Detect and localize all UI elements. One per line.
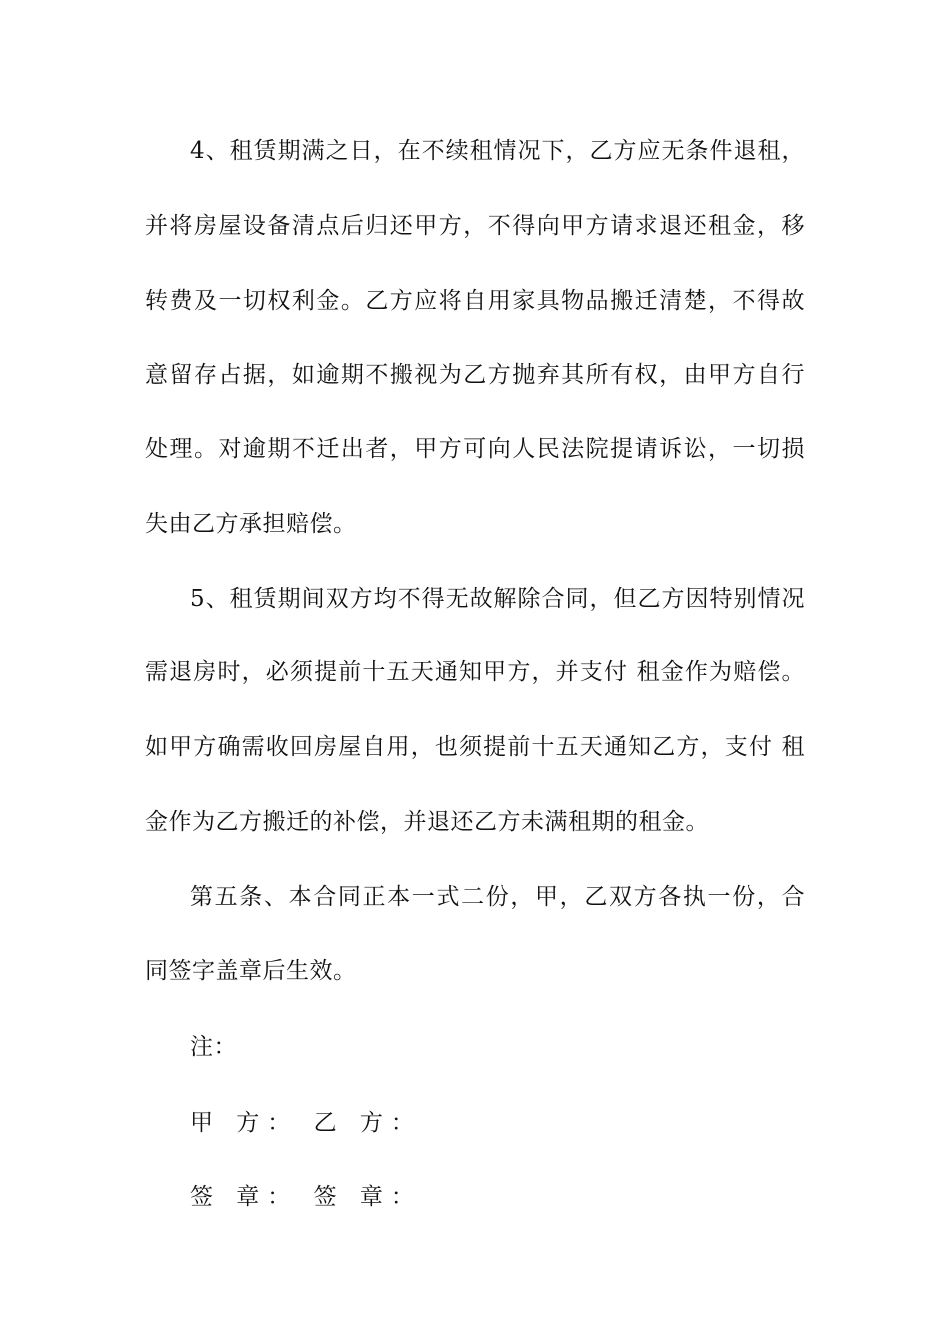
article-5-line-1: 第五条、本合同正本一式二份，甲，乙双方各执一份，合 xyxy=(190,884,805,910)
seal-line: 签 章： 签 章： xyxy=(190,1184,422,1210)
paragraph-4-line-2: 并将房屋设备清点后归还甲方，不得向甲方请求退还租金，移 xyxy=(145,213,805,239)
paragraph-4-line-6: 失由乙方承担赔偿。 xyxy=(145,511,357,537)
paragraph-5-line-4: 金作为乙方搬迁的补偿，并退还乙方未满租期的租金。 xyxy=(145,809,709,835)
paragraph-4-line-5: 处理。对逾期不迁出者，甲方可向人民法院提请诉讼，一切损 xyxy=(145,436,805,462)
note-label: 注： xyxy=(190,1034,237,1060)
paragraph-5-line-1: 5、租赁期间双方均不得无故解除合同，但乙方因特别情况 xyxy=(190,586,805,612)
article-5-line-2: 同签字盖章后生效。 xyxy=(145,958,357,984)
paragraph-4-line-3: 转费及一切权利金。乙方应将自用家具物品搬迁清楚，不得故 xyxy=(145,288,805,314)
paragraph-4-line-4: 意留存占据，如逾期不搬视为乙方抛弃其所有权，由甲方自行 xyxy=(145,362,805,388)
paragraph-4-line-1: 4、租赁期满之日，在不续租情况下，乙方应无条件退租， xyxy=(190,138,805,164)
paragraph-5-line-3: 如甲方确需收回房屋自用，也须提前十五天通知乙方，支付 租 xyxy=(145,734,805,760)
paragraph-5-line-2: 需退房时，必须提前十五天通知甲方，并支付 租金作为赔偿。 xyxy=(145,659,805,685)
parties-line: 甲 方： 乙 方： xyxy=(190,1110,422,1136)
